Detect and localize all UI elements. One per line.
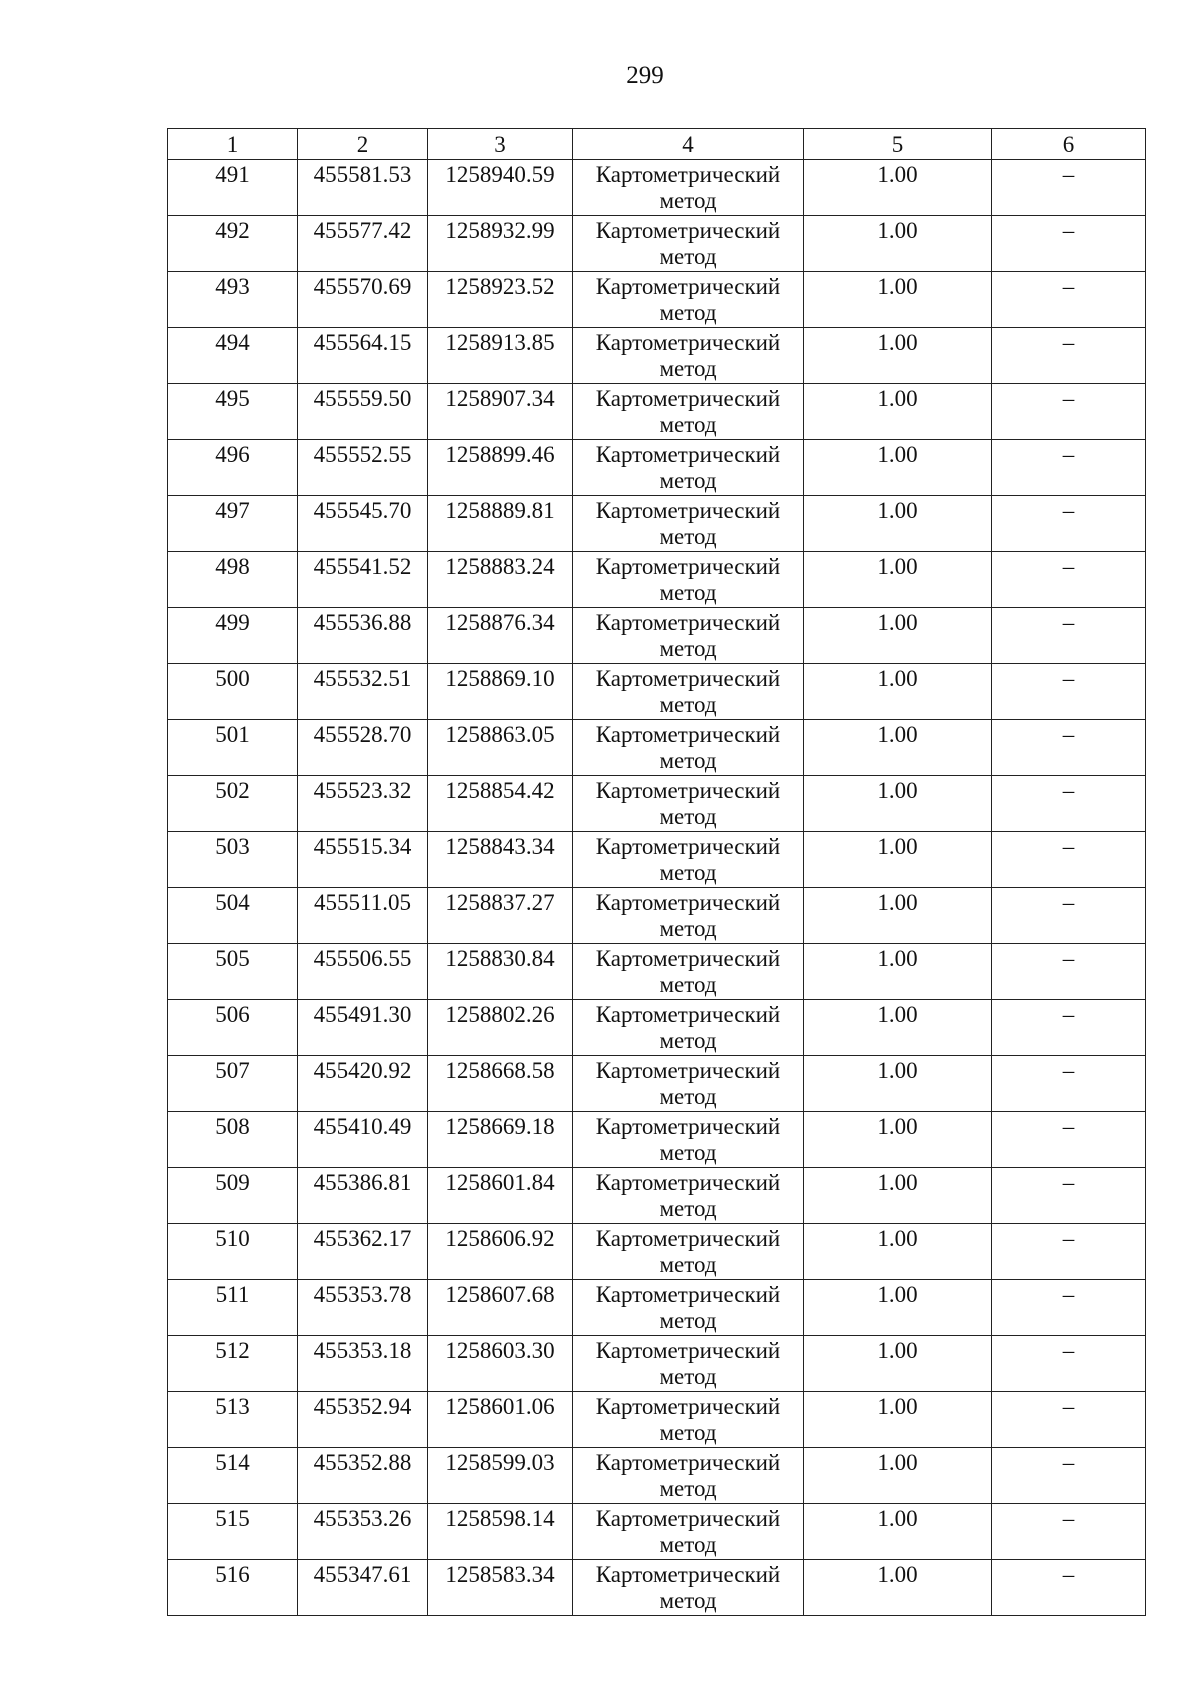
method-line-1: Картометрический [595,890,781,915]
method-cell [573,1168,804,1224]
y-coordinate-cell: 1258869.10 [428,664,573,720]
method-line-1: Картометрический [595,1282,781,1307]
note-cell: – [992,888,1146,944]
method-line-2: метод [659,860,717,885]
method-cell [573,1112,804,1168]
header-cell: 3 [428,129,573,160]
note-cell: – [992,1056,1146,1112]
method-cell [573,216,804,272]
method-line-1: Картометрический [595,1170,781,1195]
y-coordinate-cell: 1258837.27 [428,888,573,944]
page-number: 299 [626,62,664,89]
point-number-cell: 509 [168,1168,298,1224]
y-coordinate-cell: 1258854.42 [428,776,573,832]
method-line-2: метод [659,1588,717,1613]
precision-cell: 1.00 [804,1112,992,1168]
y-coordinate-cell: 1258907.34 [428,384,573,440]
precision-cell: 1.00 [804,216,992,272]
method-line-1: Картометрический [595,386,781,411]
x-coordinate-cell: 455352.94 [298,1392,428,1448]
x-coordinate-cell: 455577.42 [298,216,428,272]
note-cell: – [992,1224,1146,1280]
method-line-1: Картометрический [595,330,781,355]
method-line-2: метод [659,1252,717,1277]
note-cell: – [992,1392,1146,1448]
precision-cell: 1.00 [804,328,992,384]
note-cell: – [992,496,1146,552]
method-line-2: метод [659,804,717,829]
x-coordinate-cell: 455353.18 [298,1336,428,1392]
x-coordinate-cell: 455532.51 [298,664,428,720]
y-coordinate-cell: 1258899.46 [428,440,573,496]
method-line-2: метод [659,748,717,773]
table-row [168,776,1146,832]
table-row [168,1168,1146,1224]
method-line-2: метод [659,356,717,381]
table-row [168,496,1146,552]
method-cell [573,160,804,216]
table-row [168,1224,1146,1280]
method-line-1: Картометрический [595,1394,781,1419]
method-line-2: метод [659,636,717,661]
point-number-cell: 496 [168,440,298,496]
method-cell [573,496,804,552]
x-coordinate-cell: 455545.70 [298,496,428,552]
method-cell [573,944,804,1000]
x-coordinate-cell: 455552.55 [298,440,428,496]
point-number-cell: 503 [168,832,298,888]
method-cell [573,1504,804,1560]
note-cell: – [992,272,1146,328]
method-cell [573,832,804,888]
method-line-1: Картометрический [595,722,781,747]
method-line-2: метод [659,692,717,717]
method-cell [573,1392,804,1448]
point-number-cell: 495 [168,384,298,440]
method-line-2: метод [659,412,717,437]
precision-cell: 1.00 [804,272,992,328]
precision-cell: 1.00 [804,552,992,608]
table-row [168,328,1146,384]
y-coordinate-cell: 1258843.34 [428,832,573,888]
note-cell: – [992,608,1146,664]
point-number-cell: 502 [168,776,298,832]
method-line-1: Картометрический [595,1002,781,1027]
table-row [168,216,1146,272]
y-coordinate-cell: 1258607.68 [428,1280,573,1336]
point-number-cell: 515 [168,1504,298,1560]
method-cell [573,440,804,496]
y-coordinate-cell: 1258601.06 [428,1392,573,1448]
point-number-cell: 510 [168,1224,298,1280]
point-number-cell: 499 [168,608,298,664]
precision-cell: 1.00 [804,1168,992,1224]
method-line-2: метод [659,244,717,269]
method-line-2: метод [659,1140,717,1165]
x-coordinate-cell: 455536.88 [298,608,428,664]
method-line-1: Картометрический [595,1450,781,1475]
x-coordinate-cell: 455353.78 [298,1280,428,1336]
table-row [168,1280,1146,1336]
method-cell [573,1560,804,1616]
method-line-2: метод [659,300,717,325]
y-coordinate-cell: 1258932.99 [428,216,573,272]
method-cell [573,1224,804,1280]
point-number-cell: 492 [168,216,298,272]
point-number-cell: 500 [168,664,298,720]
method-line-1: Картометрический [595,442,781,467]
table-row [168,720,1146,776]
method-cell [573,1056,804,1112]
method-line-1: Картометрический [595,610,781,635]
method-line-2: метод [659,580,717,605]
point-number-cell: 511 [168,1280,298,1336]
coordinates-table [167,128,1146,1616]
point-number-cell: 505 [168,944,298,1000]
note-cell: – [992,384,1146,440]
precision-cell: 1.00 [804,1224,992,1280]
precision-cell: 1.00 [804,1000,992,1056]
y-coordinate-cell: 1258606.92 [428,1224,573,1280]
table-row [168,664,1146,720]
x-coordinate-cell: 455410.49 [298,1112,428,1168]
method-line-2: метод [659,1308,717,1333]
table-row [168,160,1146,216]
note-cell: – [992,1168,1146,1224]
header-cell: 1 [168,129,298,160]
x-coordinate-cell: 455515.34 [298,832,428,888]
y-coordinate-cell: 1258599.03 [428,1448,573,1504]
y-coordinate-cell: 1258668.58 [428,1056,573,1112]
x-coordinate-cell: 455420.92 [298,1056,428,1112]
x-coordinate-cell: 455559.50 [298,384,428,440]
note-cell: – [992,944,1146,1000]
method-cell [573,1448,804,1504]
method-line-1: Картометрический [595,218,781,243]
note-cell: – [992,1560,1146,1616]
method-line-1: Картометрический [595,1058,781,1083]
precision-cell: 1.00 [804,1448,992,1504]
x-coordinate-cell: 455352.88 [298,1448,428,1504]
x-coordinate-cell: 455353.26 [298,1504,428,1560]
table-row [168,1112,1146,1168]
method-line-2: метод [659,1532,717,1557]
y-coordinate-cell: 1258940.59 [428,160,573,216]
method-line-2: метод [659,1196,717,1221]
precision-cell: 1.00 [804,608,992,664]
x-coordinate-cell: 455541.52 [298,552,428,608]
method-cell [573,664,804,720]
method-line-2: метод [659,916,717,941]
table-row [168,888,1146,944]
note-cell: – [992,552,1146,608]
table-row [168,1000,1146,1056]
precision-cell: 1.00 [804,888,992,944]
point-number-cell: 512 [168,1336,298,1392]
note-cell: – [992,832,1146,888]
header-cell: 6 [992,129,1146,160]
x-coordinate-cell: 455511.05 [298,888,428,944]
x-coordinate-cell: 455347.61 [298,1560,428,1616]
method-line-2: метод [659,1084,717,1109]
precision-cell: 1.00 [804,496,992,552]
method-line-1: Картометрический [595,274,781,299]
method-cell [573,608,804,664]
y-coordinate-cell: 1258913.85 [428,328,573,384]
y-coordinate-cell: 1258583.34 [428,1560,573,1616]
point-number-cell: 504 [168,888,298,944]
note-cell: – [992,328,1146,384]
note-cell: – [992,1000,1146,1056]
header-row [168,129,1146,160]
precision-cell: 1.00 [804,1392,992,1448]
note-cell: – [992,1448,1146,1504]
y-coordinate-cell: 1258883.24 [428,552,573,608]
y-coordinate-cell: 1258876.34 [428,608,573,664]
method-line-2: метод [659,1476,717,1501]
method-cell [573,720,804,776]
method-line-1: Картометрический [595,1226,781,1251]
point-number-cell: 501 [168,720,298,776]
y-coordinate-cell: 1258889.81 [428,496,573,552]
x-coordinate-cell: 455564.15 [298,328,428,384]
note-cell: – [992,1336,1146,1392]
method-line-1: Картометрический [595,1338,781,1363]
point-number-cell: 493 [168,272,298,328]
method-line-1: Картометрический [595,1114,781,1139]
note-cell: – [992,664,1146,720]
precision-cell: 1.00 [804,160,992,216]
point-number-cell: 513 [168,1392,298,1448]
point-number-cell: 494 [168,328,298,384]
point-number-cell: 516 [168,1560,298,1616]
method-cell [573,1000,804,1056]
precision-cell: 1.00 [804,440,992,496]
point-number-cell: 506 [168,1000,298,1056]
y-coordinate-cell: 1258601.84 [428,1168,573,1224]
header-cell: 2 [298,129,428,160]
note-cell: – [992,1112,1146,1168]
y-coordinate-cell: 1258598.14 [428,1504,573,1560]
y-coordinate-cell: 1258802.26 [428,1000,573,1056]
table-row [168,1392,1146,1448]
method-line-2: метод [659,1364,717,1389]
note-cell: – [992,160,1146,216]
y-coordinate-cell: 1258669.18 [428,1112,573,1168]
table-row [168,944,1146,1000]
header-cell: 5 [804,129,992,160]
precision-cell: 1.00 [804,1056,992,1112]
x-coordinate-cell: 455491.30 [298,1000,428,1056]
method-cell [573,1336,804,1392]
method-cell [573,776,804,832]
x-coordinate-cell: 455506.55 [298,944,428,1000]
point-number-cell: 497 [168,496,298,552]
method-line-1: Картометрический [595,1506,781,1531]
precision-cell: 1.00 [804,1280,992,1336]
x-coordinate-cell: 455570.69 [298,272,428,328]
method-cell [573,552,804,608]
precision-cell: 1.00 [804,664,992,720]
y-coordinate-cell: 1258923.52 [428,272,573,328]
method-line-2: метод [659,188,717,213]
note-cell: – [992,720,1146,776]
precision-cell: 1.00 [804,384,992,440]
precision-cell: 1.00 [804,832,992,888]
table-row [168,608,1146,664]
table-row [168,1056,1146,1112]
table-row [168,1448,1146,1504]
method-line-1: Картометрический [595,498,781,523]
method-line-2: метод [659,972,717,997]
note-cell: – [992,1280,1146,1336]
point-number-cell: 507 [168,1056,298,1112]
note-cell: – [992,440,1146,496]
x-coordinate-cell: 455523.32 [298,776,428,832]
note-cell: – [992,1504,1146,1560]
table-row [168,552,1146,608]
point-number-cell: 514 [168,1448,298,1504]
point-number-cell: 498 [168,552,298,608]
precision-cell: 1.00 [804,1504,992,1560]
method-cell [573,888,804,944]
method-line-1: Картометрический [595,162,781,187]
x-coordinate-cell: 455528.70 [298,720,428,776]
table-row [168,384,1146,440]
x-coordinate-cell: 455362.17 [298,1224,428,1280]
y-coordinate-cell: 1258863.05 [428,720,573,776]
method-line-1: Картометрический [595,554,781,579]
method-line-2: метод [659,1420,717,1445]
method-line-1: Картометрический [595,834,781,859]
precision-cell: 1.00 [804,776,992,832]
note-cell: – [992,216,1146,272]
precision-cell: 1.00 [804,720,992,776]
table-row [168,440,1146,496]
table-row [168,1504,1146,1560]
method-line-2: метод [659,524,717,549]
method-line-1: Картометрический [595,666,781,691]
point-number-cell: 491 [168,160,298,216]
method-cell [573,1280,804,1336]
x-coordinate-cell: 455386.81 [298,1168,428,1224]
method-line-1: Картометрический [595,778,781,803]
method-cell [573,384,804,440]
precision-cell: 1.00 [804,1560,992,1616]
y-coordinate-cell: 1258830.84 [428,944,573,1000]
table-row [168,272,1146,328]
table-row [168,832,1146,888]
method-line-1: Картометрический [595,1562,781,1587]
precision-cell: 1.00 [804,944,992,1000]
method-cell [573,272,804,328]
note-cell: – [992,776,1146,832]
point-number-cell: 508 [168,1112,298,1168]
method-line-1: Картометрический [595,946,781,971]
x-coordinate-cell: 455581.53 [298,160,428,216]
method-cell [573,328,804,384]
method-line-2: метод [659,1028,717,1053]
table-row [168,1336,1146,1392]
y-coordinate-cell: 1258603.30 [428,1336,573,1392]
method-line-2: метод [659,468,717,493]
table-row [168,1560,1146,1616]
precision-cell: 1.00 [804,1336,992,1392]
header-cell: 4 [573,129,804,160]
table-body [168,129,1146,1616]
